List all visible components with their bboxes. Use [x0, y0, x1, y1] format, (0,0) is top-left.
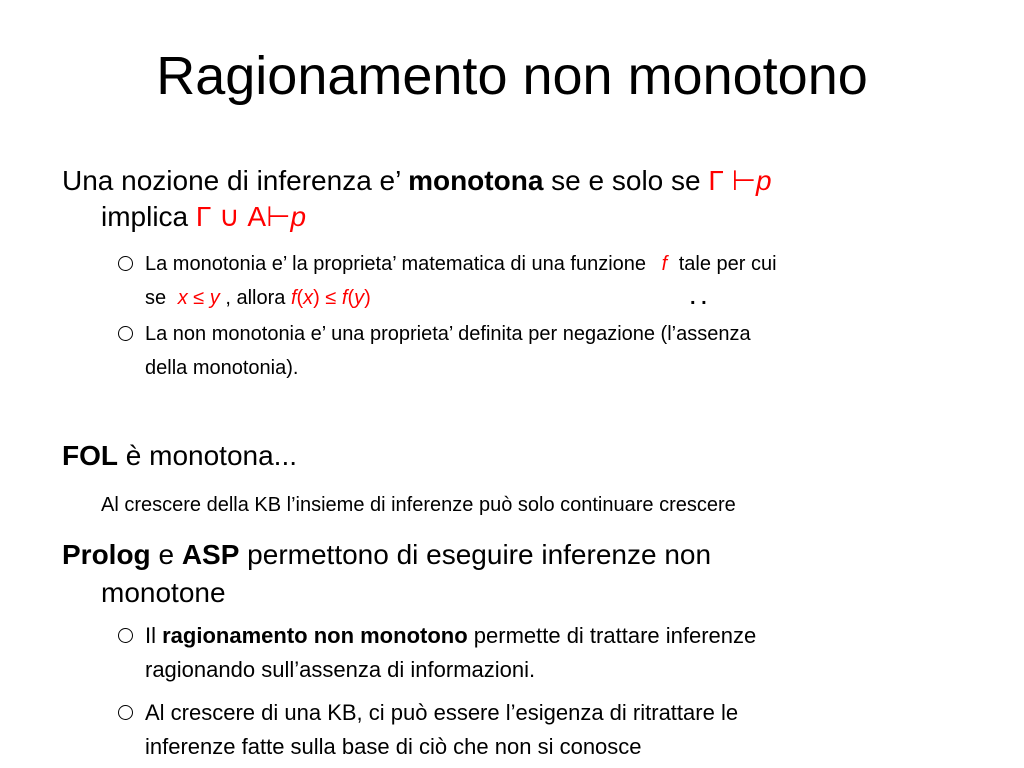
- paren-open-2: (: [347, 287, 355, 309]
- definition-text: Una nozione di inferenza e’: [62, 165, 409, 196]
- se-text: se: [145, 287, 172, 309]
- ragionamento-line-2: ragionando sull’assenza di informazioni.: [145, 657, 536, 682]
- monotonia-line-2: [145, 282, 371, 314]
- allora-text: , allora: [219, 287, 291, 309]
- fy-f: f: [341, 287, 348, 309]
- bullet-circle-icon: [118, 628, 133, 643]
- definition-text-after: se e solo se: [543, 165, 709, 196]
- formula-p: p: [755, 165, 772, 196]
- monotona-term: monotona: [408, 165, 544, 196]
- e-text: e: [150, 539, 182, 570]
- asp-term: ASP: [181, 539, 240, 570]
- var-y: y: [209, 287, 220, 309]
- function-f: f: [661, 253, 668, 275]
- bullet-circle-icon: [118, 705, 133, 720]
- fy-y: y: [354, 287, 365, 309]
- prolog-term: Prolog: [62, 539, 151, 570]
- tale-per-cui-text: tale per cui: [673, 253, 777, 275]
- leq-symbol: ≤: [187, 287, 210, 309]
- fol-note: Al crescere della KB l’insieme di inferenze può solo continuare crescere: [101, 494, 736, 516]
- fol-term: FOL: [62, 440, 118, 471]
- kb-line-1: Al crescere di una KB, ci può essere l’esigenza di ritrattare le: [145, 700, 739, 725]
- monotonia-line-1: [145, 248, 777, 280]
- paren-close-leq: ) ≤: [313, 287, 342, 309]
- fol-line: [62, 439, 297, 473]
- fx-x: x: [303, 287, 314, 309]
- monotonia-text: La monotonia e’ la proprieta’ matematica di una funzione: [145, 253, 652, 275]
- definition-line-2: [101, 200, 306, 234]
- ragionamento-line-1: [145, 620, 756, 652]
- paren-close-2: ): [364, 287, 371, 309]
- var-x: x: [177, 287, 188, 309]
- fx-f: f: [290, 287, 297, 309]
- prolog-line-2: monotone: [101, 577, 226, 608]
- prolog-text: permettono di eseguire inferenze non: [239, 539, 712, 570]
- non-monotonia-line-2: della monotonia).: [145, 357, 299, 379]
- prolog-line-1: [62, 538, 711, 572]
- implica-text: implica: [101, 201, 196, 232]
- ragionamento-term: ragionamento non monotono: [162, 623, 468, 648]
- bullet-circle-icon: [118, 256, 133, 271]
- trailing-dots: . .: [690, 287, 707, 309]
- bullet-circle-icon: [118, 326, 133, 341]
- definition-line-1: [62, 164, 772, 198]
- kb-line-2: inferenze fatte sulla base di ciò che non si conosce: [145, 734, 642, 759]
- fol-text: è monotona...: [118, 440, 298, 471]
- slide-title: Ragionamento non monotono: [156, 46, 868, 106]
- formula-gamma-entails: Γ ⊢: [708, 165, 756, 196]
- non-monotonia-line-1: La non monotonia e’ una proprieta’ definita per negazione (l’assenza: [145, 323, 751, 345]
- formula-p-2: p: [290, 201, 307, 232]
- ragionamento-text: permette di trattare inferenze: [467, 623, 757, 648]
- paren-open: (: [296, 287, 304, 309]
- formula-gamma-union: Γ ∪ A⊢: [195, 201, 291, 232]
- il-text: Il: [145, 623, 163, 648]
